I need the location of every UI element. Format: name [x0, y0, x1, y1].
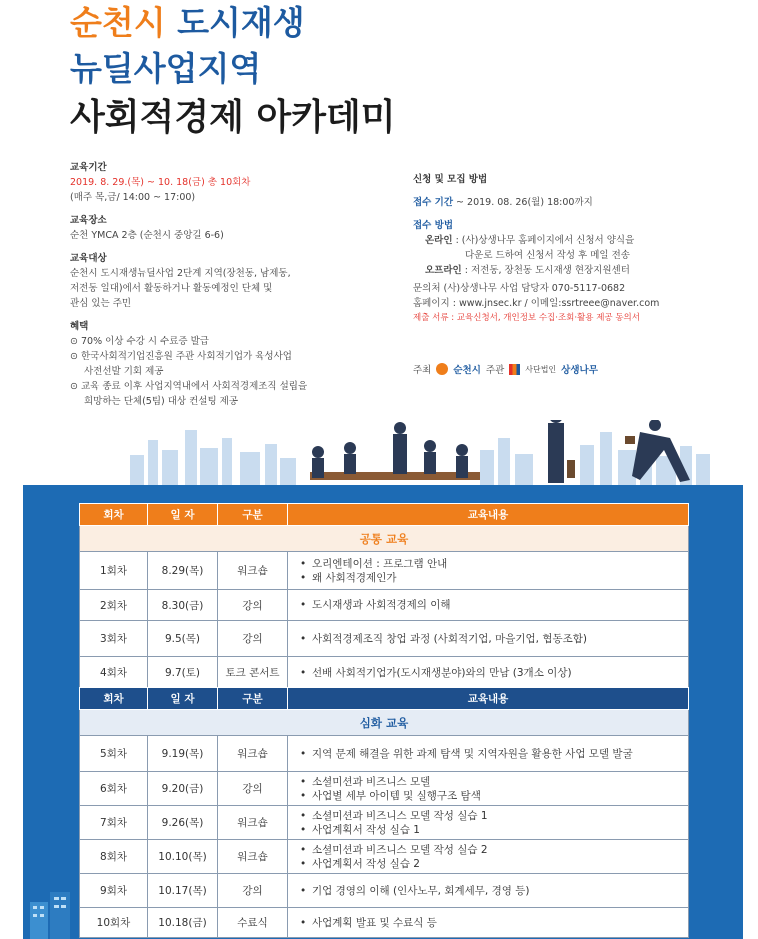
cell-type: 강의 [218, 874, 288, 908]
period-label: 접수 기간 [413, 197, 454, 208]
cell-round: 6회차 [80, 772, 148, 806]
benefit-3: ⊙ 교육 종료 이후 사업지역내에서 사회적경제조직 설립을 [70, 381, 308, 392]
cell-content [288, 840, 689, 874]
cell-date: 9.7(토) [148, 657, 218, 689]
schedule-table-common [79, 503, 689, 689]
place-heading: 교육장소 [70, 215, 107, 226]
target-line-3: 관심 있는 주민 [70, 298, 132, 309]
content-item: • 왜 사회적경제인가 [298, 571, 688, 585]
target-line-1: 순천시 도시재생뉴딜사업 2단계 지역(장천동, 남제동, [70, 268, 291, 279]
sponsor-org: 상생나무 [561, 365, 598, 376]
cell-content [288, 621, 689, 657]
cell-round: 9회차 [80, 874, 148, 908]
benefit-1: ⊙ 70% 이상 수강 시 수료증 발급 [70, 336, 209, 347]
cell-type: 워크숍 [218, 552, 288, 590]
content-item: • 오리엔테이션 : 프로그램 안내 [298, 557, 688, 571]
cell-date: 9.20(금) [148, 772, 218, 806]
cell-type: 토크 콘서트 [218, 657, 288, 689]
benefit-heading: 혜택 [70, 321, 89, 332]
content-item: • 도시재생과 사회적경제의 이해 [298, 598, 688, 612]
content-item: • 소셜미션과 비즈니스 모델 작성 실습 2 [298, 843, 688, 857]
content-item: • 사회적경제조직 창업 과정 (사회적기업, 마을기업, 협동조합) [298, 632, 688, 646]
header-type: 구분 [218, 504, 288, 526]
content-item: • 지역 문제 해결을 위한 과제 탐색 및 지역자원을 활용한 사업 모델 발굴 [298, 747, 688, 761]
header-date: 일 자 [148, 688, 218, 710]
table-header [80, 688, 689, 710]
cell-type: 강의 [218, 772, 288, 806]
offline-label: 오프라인 [425, 265, 462, 276]
sangsaeng-logo-icon [509, 364, 520, 375]
content-item: • 기업 경영의 이해 (인사노무, 회계세무, 경영 등) [298, 884, 688, 898]
section-row [80, 526, 689, 552]
table-row [80, 772, 689, 806]
table-row [80, 657, 689, 689]
benefit-3b: 희망하는 단체(5팀) 대상 컨설팅 제공 [84, 396, 239, 407]
online-label: 온라인 [425, 235, 453, 246]
cell-round: 8회차 [80, 840, 148, 874]
sponsor-host-label: 주최 [413, 365, 432, 376]
cell-content [288, 590, 689, 621]
cell-date: 9.19(목) [148, 736, 218, 772]
cell-date: 10.18(금) [148, 908, 218, 938]
cell-date: 9.26(목) [148, 806, 218, 840]
cell-type: 수료식 [218, 908, 288, 938]
place-line: 순천 YMCA 2층 (순천시 중앙길 6-6) [70, 230, 224, 241]
cell-type: 강의 [218, 621, 288, 657]
content-item: • 소셜미션과 비즈니스 모델 [298, 775, 688, 789]
cell-content [288, 908, 689, 938]
method-heading: 신청 및 모집 방법 [413, 174, 488, 185]
cell-content [288, 772, 689, 806]
section-row [80, 710, 689, 736]
period-heading: 교육기간 [70, 162, 107, 173]
header-round: 회차 [80, 688, 148, 710]
table-row [80, 840, 689, 874]
sponsor-host: 순천시 [453, 365, 481, 376]
cell-content [288, 736, 689, 772]
benefit-2: ⊙ 한국사회적기업진흥원 주관 사회적기업가 육성사업 [70, 351, 292, 362]
benefit-2b: 사전선발 기회 제공 [84, 366, 164, 377]
cell-type: 워크숍 [218, 736, 288, 772]
left-info [70, 160, 390, 409]
header-date: 일 자 [148, 504, 218, 526]
suncheon-logo-icon [436, 363, 448, 375]
cell-date: 10.17(목) [148, 874, 218, 908]
online-line-1: : (사)상생나무 홈페이지에서 신청서 양식을 [455, 235, 635, 246]
city-meeting-illustration [0, 420, 758, 490]
table-row [80, 552, 689, 590]
sponsor-row [413, 362, 598, 376]
cell-content [288, 552, 689, 590]
header-type: 구분 [218, 688, 288, 710]
section-title: 공통 교육 [80, 526, 689, 552]
title-line-1 [70, 3, 305, 42]
cell-round: 4회차 [80, 657, 148, 689]
cell-type: 워크숍 [218, 840, 288, 874]
cell-round: 10회차 [80, 908, 148, 938]
cell-round: 1회차 [80, 552, 148, 590]
table-row [80, 908, 689, 938]
cell-date: 9.5(목) [148, 621, 218, 657]
target-line-2: 저전동 일대)에서 활동하거나 활동예정인 단체 및 [70, 283, 273, 294]
header-content: 교육내용 [288, 504, 689, 526]
content-item: • 사업별 세부 아이템 및 실행구조 탐색 [298, 789, 688, 803]
homepage-line: 홈페이지 : www.jnsec.kr / 이메일:ssrtreee@naver.com [413, 298, 660, 309]
content-item: • 사업계획서 작성 실습 1 [298, 823, 688, 837]
offline-line: : 저전동, 장천동 도시재생 현장지원센터 [464, 265, 630, 276]
cell-date: 8.29(목) [148, 552, 218, 590]
table-row [80, 874, 689, 908]
title-line-3: 사회적경제 아카데미 [70, 97, 396, 138]
cell-date: 8.30(금) [148, 590, 218, 621]
cell-round: 7회차 [80, 806, 148, 840]
building-decoration-icon [30, 892, 70, 939]
cell-content [288, 657, 689, 689]
table-row [80, 806, 689, 840]
target-heading: 교육대상 [70, 253, 107, 264]
table-header [80, 504, 689, 526]
content-item: • 소셜미션과 비즈니스 모델 작성 실습 1 [298, 809, 688, 823]
title-line-2: 뉴딜사업지역 [70, 49, 262, 88]
table-row [80, 736, 689, 772]
cell-content [288, 806, 689, 840]
period-value: ~ 2019. 08. 26(월) 18:00까지 [456, 197, 593, 208]
period-line-1: 2019. 8. 29.(목) ~ 10. 18(금) 총 10회차 [70, 177, 251, 188]
section-title: 심화 교육 [80, 710, 689, 736]
content-item: • 선배 사회적기업가(도시재생분야)와의 만남 (3개소 이상) [298, 666, 688, 680]
cell-round: 5회차 [80, 736, 148, 772]
header-round: 회차 [80, 504, 148, 526]
header-content: 교육내용 [288, 688, 689, 710]
cell-content [288, 874, 689, 908]
content-item: • 사업계획 발표 및 수료식 등 [298, 916, 688, 930]
sponsor-org-type: 사단법인 [525, 364, 557, 374]
cell-round: 2회차 [80, 590, 148, 621]
table-row [80, 621, 689, 657]
online-line-2: 다운로 드하여 신청서 작성 후 메일 전송 [465, 250, 630, 261]
table-row [80, 590, 689, 621]
contact-line: 문의처 (사)상생나무 사업 담당자 070-5117-0682 [413, 283, 626, 294]
title-city: 순천시 [70, 3, 166, 42]
cell-type: 워크숍 [218, 806, 288, 840]
period-line-2: (매주 목,금/ 14:00 ~ 17:00) [70, 192, 196, 203]
cell-date: 10.10(목) [148, 840, 218, 874]
right-info [413, 172, 753, 326]
docs-line: 제출 서류 : 교육신청서, 개인정보 수집·조회·활용 제공 동의서 [413, 313, 640, 323]
method-label: 접수 방법 [413, 220, 454, 231]
title-regen: 도시재생 [177, 3, 305, 42]
sponsor-org-label: 주관 [485, 365, 505, 376]
cell-round: 3회차 [80, 621, 148, 657]
content-item: • 사업계획서 작성 실습 2 [298, 857, 688, 871]
cell-type: 강의 [218, 590, 288, 621]
schedule-table-advanced [79, 687, 689, 938]
